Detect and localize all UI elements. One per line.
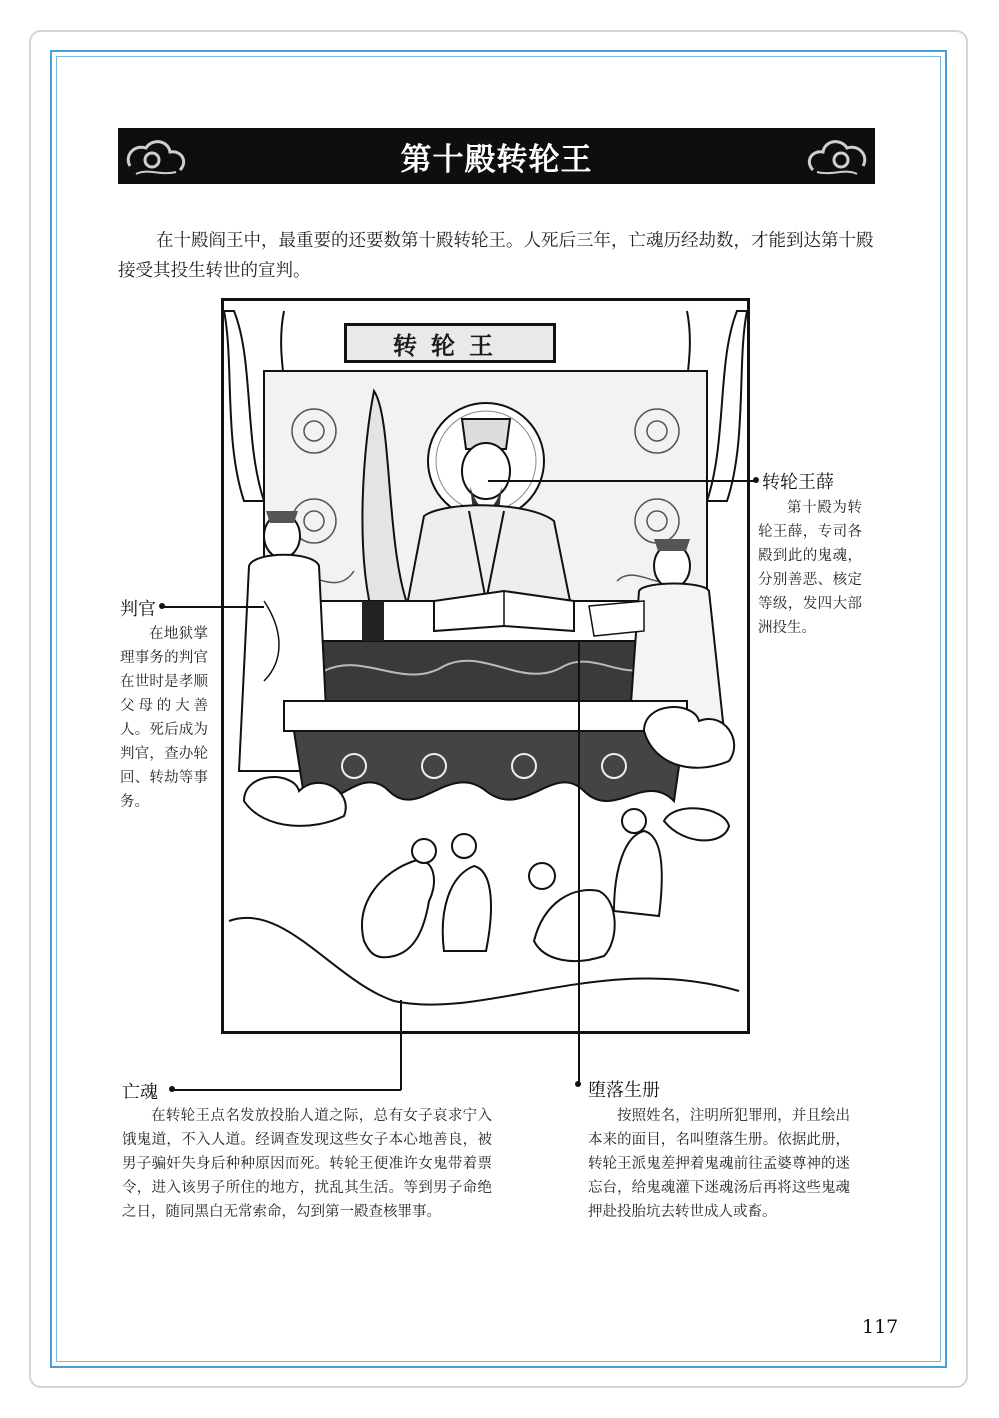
ghost-leader-dot [169,1086,175,1092]
book-leader-vertical [578,640,580,1083]
title-banner [118,128,875,184]
king-label: 转轮王薛 [762,472,834,493]
ghost-description: 在转轮王点名发放投胎人道之际，总有女子哀求宁入饿鬼道，不入人道。经调查发现这些女子本心地善良，被男子骗奸失身后种种原因而死。转轮王便准许女鬼带着票令，进入该男子所住的地方，扰乱其生活。等到男子命绝之日，随同黑白无常索命，勾到第一殿查核罪事。 [122,1108,492,1220]
king-court-illustration [221,298,750,1034]
ghost-leader-horizontal [172,1089,401,1091]
page-number: 117 [862,1316,899,1338]
king-leader-line [488,480,756,482]
judge-leader-line [162,606,264,608]
book-label: 堕落生册 [588,1080,660,1101]
judge-leader-dot [159,603,165,609]
judge-label: 判官 [120,599,156,620]
king-leader-dot [753,477,759,483]
judge-description: 在地狱掌理事务的判官在世时是孝顺父母的大善人。死后成为判官，查办轮回、转劫等事务。 [120,626,208,810]
book-leader-dot [575,1081,581,1087]
ghost-label: 亡魂 [122,1082,158,1103]
page-title: 第十殿转轮王 [400,141,593,178]
king-name-plaque: 转轮王 [344,323,556,363]
cloud-ornament-right-icon [801,132,871,180]
intro-paragraph: 在十殿阎王中，最重要的还要数第十殿转轮王。人死后三年，亡魂历经劫数，才能到达第十殿接受其投生转世的宣判。 [118,230,874,281]
king-description: 第十殿为转轮王薛，专司各殿到此的鬼魂，分别善恶、核定等级，发四大部洲投生。 [758,500,862,636]
illustration-drawing [224,301,747,1031]
cloud-ornament-left-icon [122,132,192,180]
book-description: 按照姓名，注明所犯罪刑，并且绘出本来的面目，名叫堕落生册。依据此册，转轮王派鬼差押着鬼魂前往孟婆尊神的迷忘台，给鬼魂灌下迷魂汤后再将这些鬼魂押赴投胎坑去转世成人或畜。 [588,1108,850,1220]
ghost-leader-vertical [400,1000,402,1090]
